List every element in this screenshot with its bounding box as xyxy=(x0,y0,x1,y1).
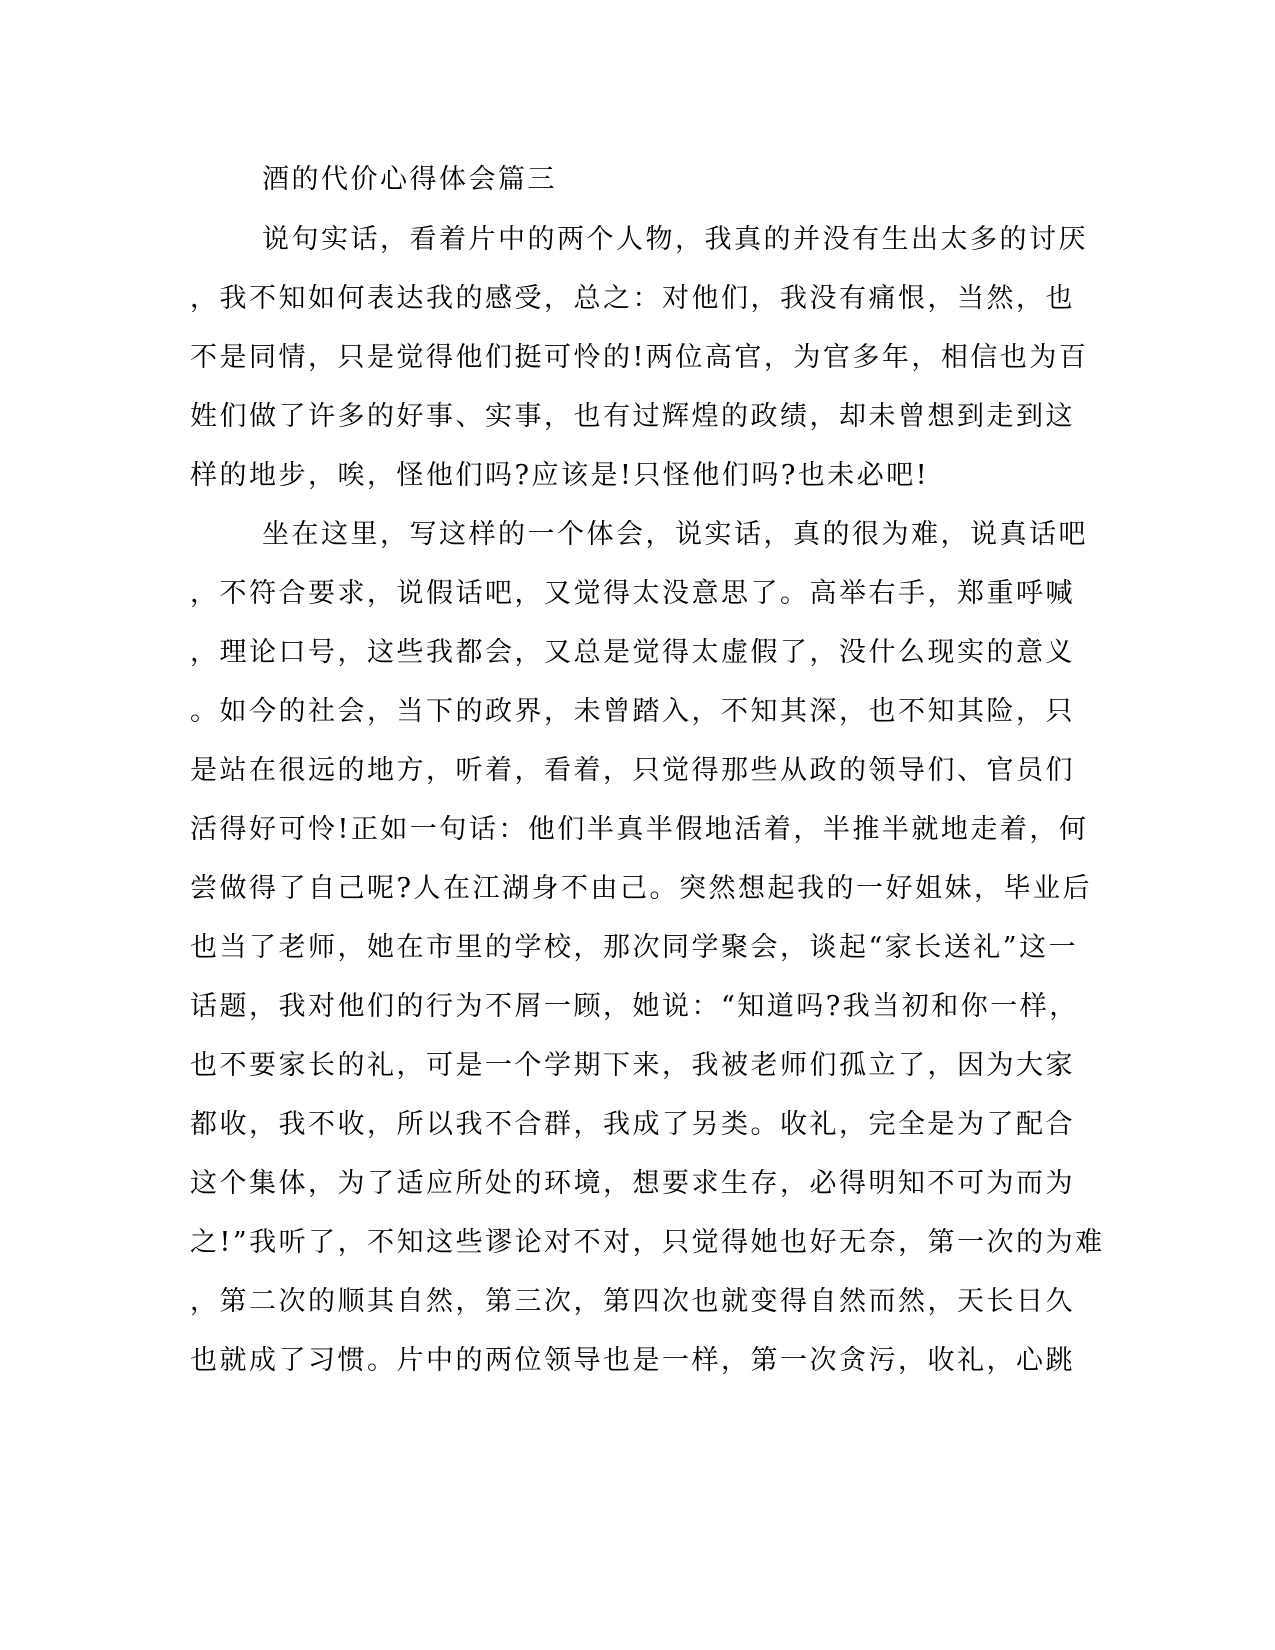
paragraph-line: 也当了老师，她在市里的学校，那次同学聚会，谈起“家长送礼”这一 xyxy=(190,932,1079,963)
paragraph-line: 也不要家长的礼，可是一个学期下来，我被老师们孤立了，因为大家 xyxy=(190,1050,1075,1081)
document-title: 酒的代价心得体会篇三 xyxy=(262,164,557,195)
paragraph-line: 说句实话，看着片中的两个人物，我真的并没有生出太多的讨厌 xyxy=(262,224,1088,255)
paragraph-line: 不是同情，只是觉得他们挺可怜的!两位高官，为官多年，相信也为百 xyxy=(190,342,1089,373)
paragraph-line: 是站在很远的地方，听着，看着，只觉得那些从政的领导们、官员们 xyxy=(190,755,1075,786)
paragraph-line: 。如今的社会，当下的政界，未曾踏入，不知其深，也不知其险，只 xyxy=(190,696,1075,727)
paragraph-line: 话题，我对他们的行为不屑一顾，她说：“知道吗?我当初和你一样， xyxy=(190,991,1079,1022)
paragraph-line: 坐在这里，写这样的一个体会，说实话，真的很为难，说真话吧 xyxy=(262,519,1088,550)
paragraph-line: ，理论口号，这些我都会，又总是觉得太虚假了，没什么现实的意义 xyxy=(190,637,1075,668)
paragraph-line: 姓们做了许多的好事、实事，也有过辉煌的政绩，却未曾想到走到这 xyxy=(190,401,1075,432)
paragraph-line: 活得好可怜!正如一句话：他们半真半假地活着，半推半就地走着，何 xyxy=(190,814,1089,845)
paragraph-line: 也就成了习惯。片中的两位领导也是一样，第一次贪污，收礼，心跳 xyxy=(190,1345,1075,1376)
paragraph-line: ，第二次的顺其自然，第三次，第四次也就变得自然而然，天长日久 xyxy=(190,1286,1075,1317)
paragraph-line: 样的地步，唉，怪他们吗?应该是!只怪他们吗?也未必吧! xyxy=(190,460,930,491)
paragraph-line: 都收，我不收，所以我不合群，我成了另类。收礼，完全是为了配合 xyxy=(190,1109,1075,1140)
paragraph-line: 尝做得了自己呢?人在江湖身不由己。突然想起我的一好姐妹，毕业后 xyxy=(190,873,1092,904)
paragraph-line: 这个集体，为了适应所处的环境，想要求生存，必得明知不可为而为 xyxy=(190,1168,1075,1199)
paragraph-line: ，不符合要求，说假话吧，又觉得太没意思了。高举右手，郑重呼喊 xyxy=(190,578,1075,609)
paragraph-line: 之!”我听了，不知这些谬论对不对，只觉得她也好无奈，第一次的为难 xyxy=(190,1227,1105,1258)
paragraph-line: ，我不知如何表达我的感受，总之：对他们，我没有痛恨，当然，也 xyxy=(190,283,1075,314)
